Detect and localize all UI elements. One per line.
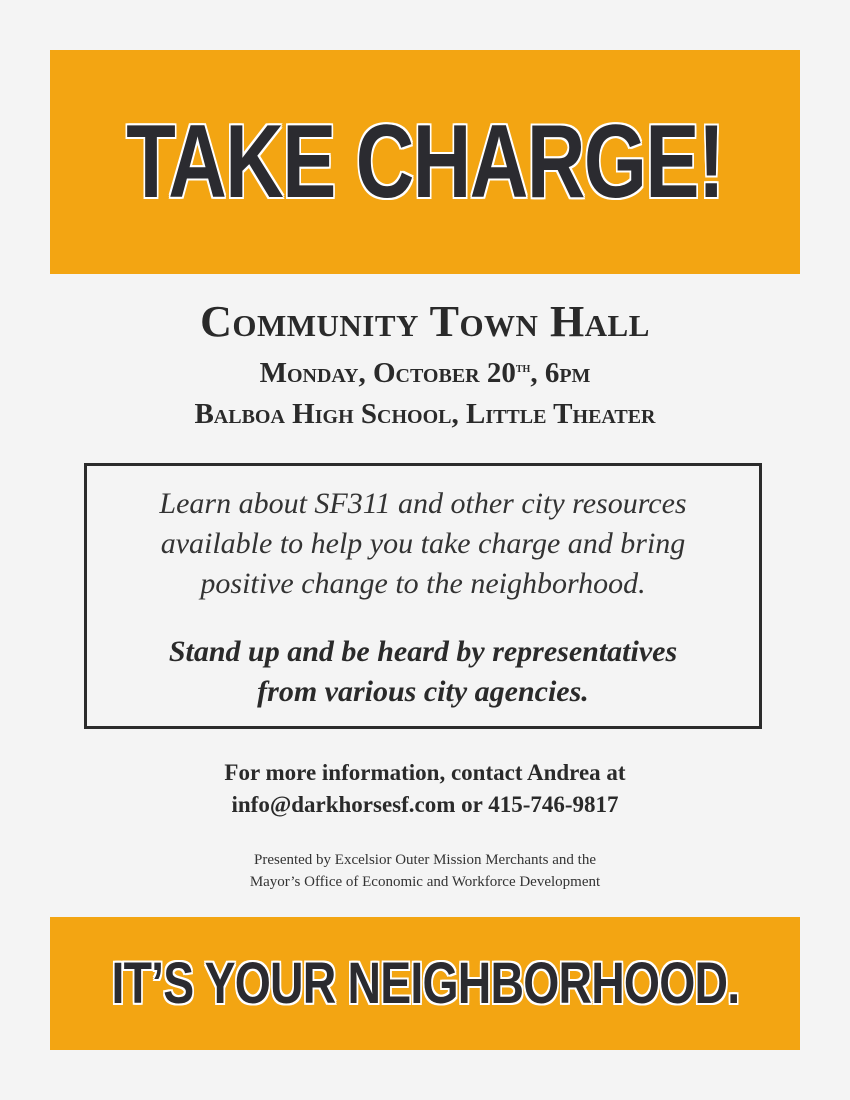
info-line: Stand up and be heard by representatives bbox=[168, 635, 678, 668]
info-paragraph-resources bbox=[87, 484, 759, 604]
event-date-time: , 6pm bbox=[530, 357, 591, 389]
contact-info bbox=[0, 757, 850, 821]
headline: TAKE CHARGE! bbox=[126, 103, 724, 220]
contact-line: For more information, contact Andrea at bbox=[224, 760, 626, 785]
presenter-credits bbox=[0, 849, 850, 893]
event-venue: Balboa High School, Little Theater bbox=[194, 398, 656, 430]
footer-tagline: IT’S YOUR NEIGHBORHOOD. bbox=[111, 951, 739, 1016]
contact-details: info@darkhorsesf.com or 415-746-9817 bbox=[231, 792, 619, 817]
info-box bbox=[84, 463, 762, 729]
event-date-ordinal: th bbox=[515, 361, 531, 376]
info-line: Learn about SF311 and other city resources bbox=[159, 487, 687, 520]
credits-line: Presented by Excelsior Outer Mission Merchants and the bbox=[253, 852, 596, 868]
event-date bbox=[0, 357, 850, 390]
info-line: available to help you take charge and bring bbox=[160, 527, 686, 560]
info-paragraph-stand-up bbox=[87, 632, 759, 712]
bottom-banner bbox=[50, 917, 800, 1050]
info-line: positive change to the neighborhood. bbox=[200, 567, 646, 600]
info-line: from various city agencies. bbox=[257, 675, 589, 708]
event-date-main: Monday, October 20 bbox=[259, 357, 516, 389]
top-banner bbox=[50, 50, 800, 274]
credits-line: Mayor’s Office of Economic and Workforce Development bbox=[249, 874, 601, 890]
event-title: Community Town Hall bbox=[200, 297, 650, 346]
